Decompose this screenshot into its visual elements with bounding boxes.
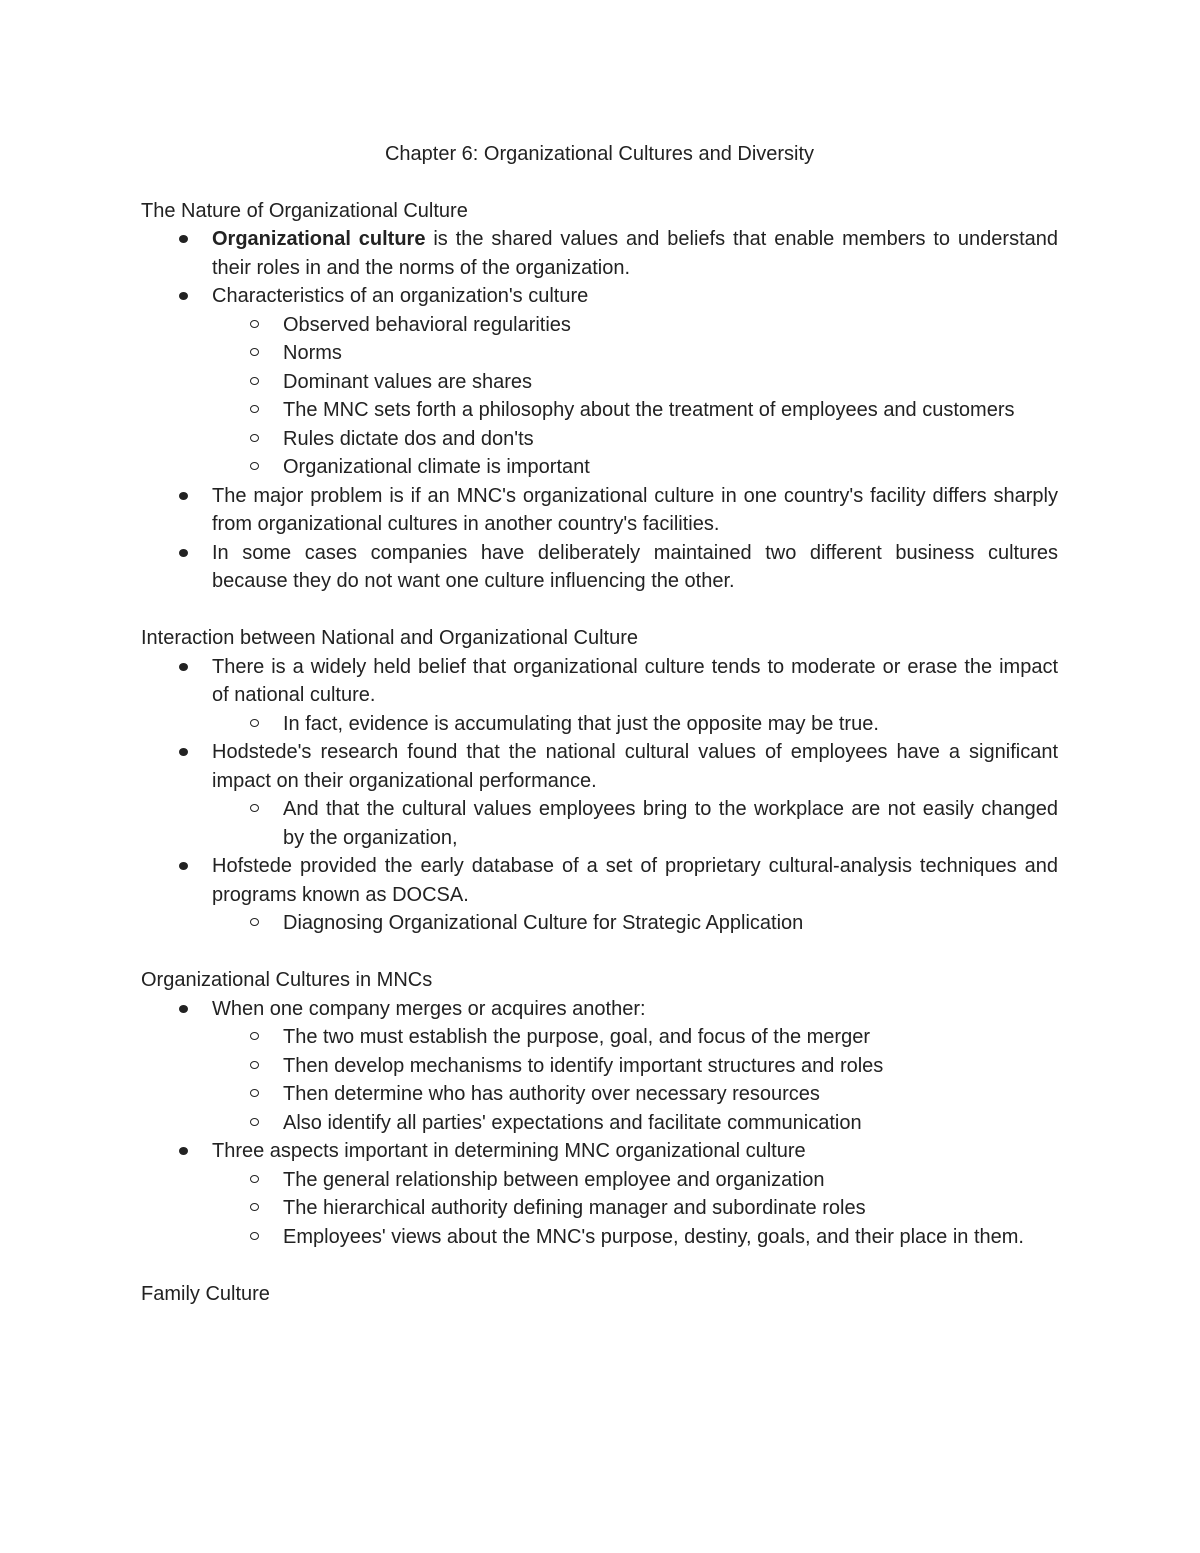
sub-item-text: Diagnosing Organizational Culture for Strategic Application bbox=[283, 912, 804, 934]
sub-item-text: Then determine who has authority over necessary resources bbox=[283, 1083, 820, 1105]
bullet-disc-icon bbox=[179, 663, 188, 671]
bullet-circle-icon bbox=[250, 1089, 259, 1097]
sub-item-text: The general relationship between employee and organization bbox=[283, 1168, 825, 1191]
list-item bbox=[212, 225, 1058, 282]
list-item-text bbox=[212, 539, 1058, 596]
bullet-circle-icon bbox=[250, 719, 259, 727]
sub-bullet-list bbox=[212, 1023, 1058, 1137]
sub-list-item bbox=[283, 368, 1058, 397]
sub-list-item bbox=[283, 1052, 1058, 1081]
bullet-list bbox=[141, 653, 1058, 938]
bullet-circle-icon bbox=[250, 804, 259, 812]
list-item-text bbox=[212, 482, 1058, 539]
document-body bbox=[141, 197, 1058, 1309]
bullet-circle-icon bbox=[250, 348, 259, 356]
section bbox=[141, 966, 1058, 1251]
sub-list-item bbox=[283, 1023, 1058, 1052]
bullet-disc-icon bbox=[179, 1005, 188, 1013]
sub-list-item bbox=[283, 1080, 1058, 1109]
list-item bbox=[212, 1137, 1058, 1251]
list-item bbox=[212, 653, 1058, 739]
item-text: When one company merges or acquires another: bbox=[212, 997, 646, 1020]
sub-list-item bbox=[283, 909, 1058, 938]
bullet-disc-icon bbox=[179, 292, 188, 300]
section bbox=[141, 197, 1058, 596]
bullet-circle-icon bbox=[250, 1175, 259, 1183]
sub-item-text: The two must establish the purpose, goal, and focus of the merger bbox=[283, 1026, 870, 1048]
item-text: The major problem is if an MNC's organizational culture in one country's facility differs sharply from organizational cultures in another country's facilities. bbox=[212, 484, 1058, 535]
sub-list-item bbox=[283, 396, 1058, 425]
sub-item-text: In fact, evidence is accumulating that just the opposite may be true. bbox=[283, 712, 879, 735]
item-text: Three aspects important in determining MNC organizational culture bbox=[212, 1140, 806, 1162]
bullet-circle-icon bbox=[250, 462, 259, 470]
term-bold: Organizational culture bbox=[212, 228, 426, 250]
bullet-circle-icon bbox=[250, 405, 259, 413]
sub-item-text: Dominant values are shares bbox=[283, 370, 533, 393]
bullet-circle-icon bbox=[250, 377, 259, 385]
sub-item-text: Norms bbox=[283, 342, 342, 364]
sub-item-text: Employees' views about the MNC's purpose, destiny, goals, and their place in them. bbox=[283, 1225, 1024, 1248]
bullet-circle-icon bbox=[250, 434, 259, 442]
sub-bullet-list bbox=[212, 909, 1058, 938]
list-item-text bbox=[212, 852, 1058, 909]
item-text: Characteristics of an organization's culture bbox=[212, 285, 589, 307]
sub-bullet-list bbox=[212, 1166, 1058, 1252]
section-heading: Interaction between National and Organizational Culture bbox=[141, 627, 638, 649]
bullet-circle-icon bbox=[250, 1032, 259, 1040]
sub-bullet-list bbox=[212, 311, 1058, 482]
list-item bbox=[212, 852, 1058, 938]
section bbox=[141, 1280, 1058, 1309]
bullet-circle-icon bbox=[250, 1203, 259, 1211]
bullet-disc-icon bbox=[179, 549, 188, 557]
sub-item-text: Then develop mechanisms to identify important structures and roles bbox=[283, 1054, 884, 1077]
sub-list-item bbox=[283, 1223, 1058, 1252]
bullet-list bbox=[141, 995, 1058, 1252]
sub-list-item bbox=[283, 339, 1058, 368]
sub-item-text: And that the cultural values employees bring to the workplace are not easily changed by the organization, bbox=[283, 798, 1058, 849]
sub-bullet-list bbox=[212, 795, 1058, 852]
document-title: Chapter 6: Organizational Cultures and Diversity bbox=[384, 143, 815, 165]
item-text: There is a widely held belief that organizational culture tends to moderate or erase the impact of national culture. bbox=[212, 655, 1058, 706]
bullet-disc-icon bbox=[179, 748, 188, 756]
list-item bbox=[212, 738, 1058, 852]
document-page bbox=[141, 140, 1058, 1337]
sub-list-item bbox=[283, 425, 1058, 454]
bullet-disc-icon bbox=[179, 862, 188, 870]
item-text: Hofstede provided the early database of a set of proprietary cultural-analysis techniques and programs known as DOCSA. bbox=[212, 855, 1058, 906]
list-item-text bbox=[212, 1137, 1058, 1166]
sub-list-item bbox=[283, 1194, 1058, 1223]
bullet-circle-icon bbox=[250, 1061, 259, 1069]
sub-bullet-list bbox=[212, 710, 1058, 739]
item-text: is the shared values and beliefs that enable members to understand their roles in and the norms of the organization. bbox=[212, 228, 1058, 279]
bullet-disc-icon bbox=[179, 492, 188, 500]
section-heading: Organizational Cultures in MNCs bbox=[141, 969, 433, 991]
list-item-text bbox=[212, 738, 1058, 795]
list-item bbox=[212, 282, 1058, 482]
sub-list-item bbox=[283, 453, 1058, 482]
bullet-circle-icon bbox=[250, 1118, 259, 1126]
list-item bbox=[212, 539, 1058, 596]
bullet-circle-icon bbox=[250, 918, 259, 926]
list-item-text bbox=[212, 225, 1058, 282]
sub-list-item bbox=[283, 795, 1058, 852]
bullet-list bbox=[141, 225, 1058, 596]
sub-item-text: Also identify all parties' expectations and facilitate communication bbox=[283, 1111, 862, 1134]
section-heading: The Nature of Organizational Culture bbox=[141, 199, 468, 222]
sub-list-item bbox=[283, 1166, 1058, 1195]
sub-item-text: The MNC sets forth a philosophy about the treatment of employees and customers bbox=[283, 399, 1015, 421]
bullet-circle-icon bbox=[250, 1232, 259, 1240]
item-text: Hodstede's research found that the national cultural values of employees have a significant impact on their organizational performance. bbox=[212, 741, 1058, 792]
list-item bbox=[212, 995, 1058, 1138]
item-text: In some cases companies have deliberately maintained two different business cultures because they do not want one culture influencing the other. bbox=[212, 541, 1058, 592]
sub-item-text: Organizational climate is important bbox=[283, 456, 590, 478]
sub-list-item bbox=[283, 1109, 1058, 1138]
bullet-circle-icon bbox=[250, 320, 259, 328]
sub-item-text: The hierarchical authority defining manager and subordinate roles bbox=[283, 1197, 866, 1219]
bullet-disc-icon bbox=[179, 235, 188, 243]
list-item bbox=[212, 482, 1058, 539]
list-item-text bbox=[212, 282, 1058, 311]
sub-item-text: Rules dictate dos and don'ts bbox=[283, 427, 534, 450]
sub-list-item bbox=[283, 311, 1058, 340]
list-item-text bbox=[212, 995, 1058, 1024]
list-item-text bbox=[212, 653, 1058, 710]
sub-item-text: Observed behavioral regularities bbox=[283, 313, 571, 336]
bullet-disc-icon bbox=[179, 1147, 188, 1155]
section bbox=[141, 624, 1058, 938]
sub-list-item bbox=[283, 710, 1058, 739]
section-heading: Family Culture bbox=[141, 1282, 270, 1305]
